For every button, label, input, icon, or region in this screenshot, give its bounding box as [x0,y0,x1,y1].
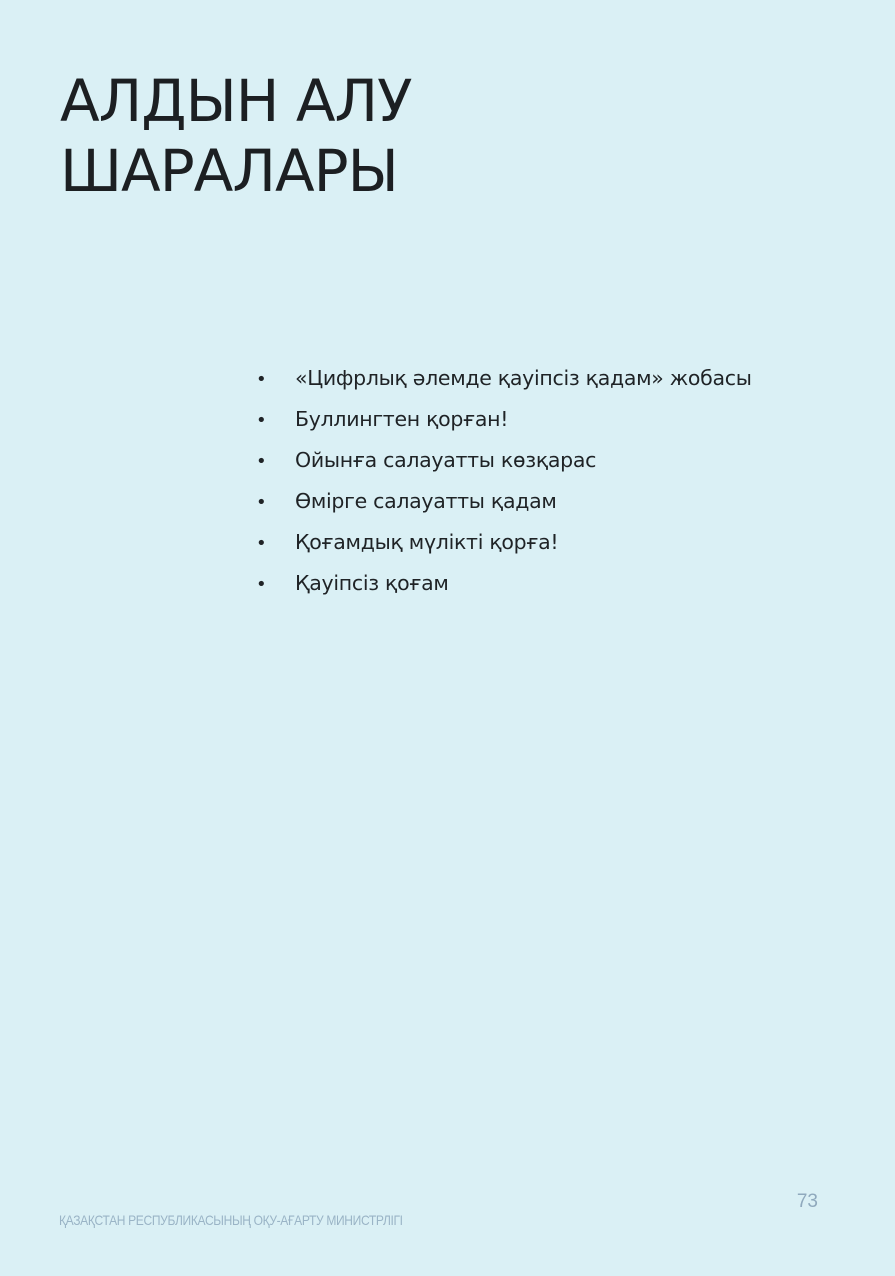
page-title-line-2: ШАРАЛАРЫ [60,137,398,205]
list-item [256,440,752,481]
list-item-text: Өмірге салауатты қадам [295,489,557,513]
bullet-icon: • [256,410,267,431]
list-item [256,399,752,440]
bullet-icon: • [256,492,267,513]
list-item [256,358,752,399]
list-item-text: Ойынға салауатты көзқарас [295,448,597,472]
list-item [256,522,752,563]
bullet-icon: • [256,369,267,390]
bullet-icon: • [256,533,267,554]
prevention-measures-list [256,358,752,604]
list-item-text: Буллингтен қорған! [295,407,509,431]
bullet-icon: • [256,451,267,472]
list-item [256,563,752,604]
page-number: 73 [796,1191,818,1212]
page-title-line-1: АЛДЫН АЛУ [60,67,412,135]
list-item-text: Қоғамдық мүлікті қорға! [295,530,559,554]
footer-ministry-name: ҚАЗАҚСТАН РЕСПУБЛИКАСЫНЫҢ ОҚУ-АҒАРТУ МИНИСТРЛІГІ [59,1212,403,1228]
page-title [60,66,411,206]
list-item-text: Қауіпсіз қоғам [295,571,449,595]
list-item [256,481,752,522]
bullet-icon: • [256,574,267,595]
list-item-text: «Цифрлық әлемде қауіпсіз қадам» жобасы [295,366,752,390]
